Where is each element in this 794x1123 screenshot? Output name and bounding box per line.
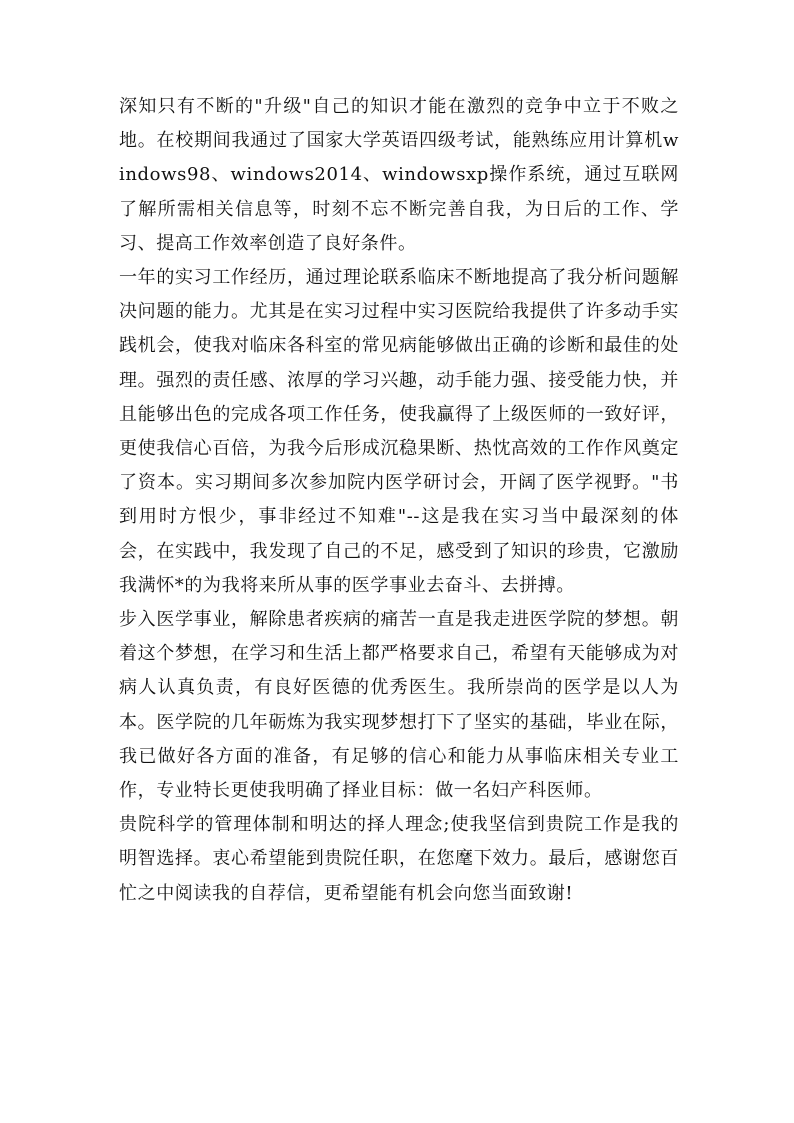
paragraph-internship: 一年的实习工作经历，通过理论联系临床不断地提高了我分析问题解决问题的能力。尤其是在实习过程中实习医院给我提供了许多动手实践机会，使我对临床各科室的常见病能够做出正确的诊断和最佳的处理。强烈的责任感、浓厚的学习兴趣，动手能力强、接受能力快，并且能够出色的完成各项工作任务，使我赢得了上级医师的一致好评，更使我信心百倍，为我今后形成沉稳果断、热忱高效的工作作风奠定了资本。实习期间多次参加院内医学研讨会，开阔了医学视野。"书到用时方恨少，事非经过不知难"--这是我在实习当中最深刻的体会，在实践中，我发现了自己的不足，感受到了知识的珍贵，它激励我满怀*的为我将来所从事的医学事业去奋斗、去拼搏。	[119, 267, 679, 596]
paragraph-skills: 深知只有不断的"升级"自己的知识才能在激烈的竞争中立于不败之地。在校期间我通过了国家大学英语四级考试，能熟练应用计算机windows98、windows2014、windowsxp操作系统，通过互联网了解所需相关信息等，时刻不忘不断完善自我，为日后的工作、学习、提高工作效率创造了良好条件。	[119, 96, 679, 254]
document-body	[119, 90, 679, 911]
paragraph-aspiration: 步入医学事业，解除患者疾病的痛苦一直是我走进医学院的梦想。朝着这个梦想，在学习和生活上都严格要求自己，希望有天能够成为对病人认真负责，有良好医德的优秀医生。我所崇尚的医学是以人为本。医学院的几年砺炼为我实现梦想打下了坚实的基础，毕业在际，我已做好各方面的准备，有足够的信心和能力从事临床相关专业工作，专业特长更使我明确了择业目标：做一名妇产科医师。	[119, 609, 679, 802]
paragraph-closing: 贵院科学的管理体制和明达的择人理念;使我坚信到贵院工作是我的明智选择。衷心希望能到贵院任职，在您麾下效力。最后，感谢您百忙之中阅读我的自荐信，更希望能有机会向您当面致谢!	[119, 814, 679, 904]
